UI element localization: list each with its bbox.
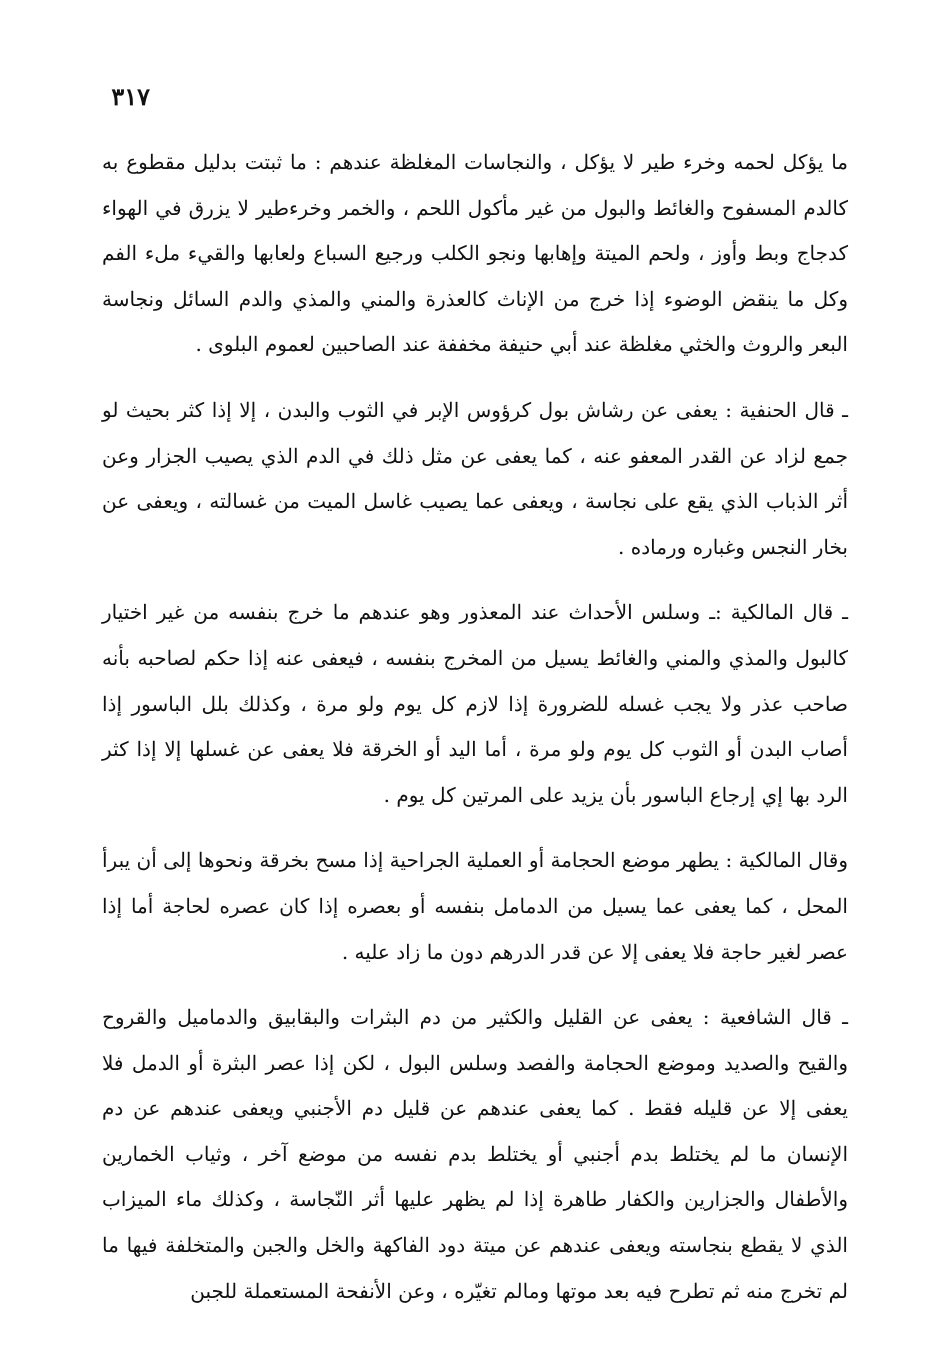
- paragraph-4: وقال المالكية : يطهر موضع الحجامة أو العملية الجراحية إذا مسح بخرقة ونحوها إلى أن يبرأ المحل ، كما يعفى عما يسيل من الدمامل بنفسه أو بعصره إذا كان عصره لحاجة أما إذا عصر لغير حاجة فلا يعفى إلا عن قدر الدرهم دون ما زاد عليه .: [102, 848, 848, 964]
- page-number: ٣١٧: [111, 82, 150, 111]
- paragraph-2: ـ قال الحنفية : يعفى عن رشاش بول كرؤوس الإبر في الثوب والبدن ، إلا إذا كثر بحيث لو جمع لزاد عن القدر المعفو عنه ، كما يعفى عن مثل ذلك في الدم الذي يصيب الجزار وعن أثر الذباب الذي يقع على نجاسة ، ويعفى عما يصيب غاسل الميت من غسالته ، ويعفى عن بخار النجس وغباره ورماده .: [102, 397, 849, 559]
- body-text: [102, 140, 848, 1314]
- paragraph-1: ما يؤكل لحمه وخرء طير لا يؤكل ، والنجاسات المغلظة عندهم : ما ثبتت بدليل مقطوع به كالدم المسفوح والغائط والبول من غير مأكول اللحم ، والخمر وخرءطير لا يزرق في الهواء كدجاج وبط وأوز ، ولحم الميتة وإهابها ونجو الكلب ورجيع السباع ولعابها والقيء ملء الفم وكل ما ينقض الوضوء إذا خرج من الإناث كالعذرة والمني والمذي والدم السائل ونجاسة البعر والروث والخثي مغلظة عند أبي حنيفة مخففة عند الصاحبين لعموم البلوى .: [102, 150, 848, 357]
- paragraph-5: ـ قال الشافعية : يعفى عن القليل والكثير من دم البثرات والبقابيق والدماميل والقروح والقيح والصديد وموضع الحجامة والفصد وسلس البول ، لكن إذا عصر البثرة أو الدمل فلا يعفى إلا عن قليله فقط . كما يعفى عندهم عن قليل دم الأجنبي ويعفى عندهم عن دم الإنسان ما لم يختلط بدم أجنبي أو يختلط بدم نفسه من موضع آخر ، وثياب الخمارين والأطفال والجزارين والكفار طاهرة إذا لم يظهر عليها أثر النّجاسة ، وكذلك ماء الميزاب الذي لا يقطع بنجاسته ويعفى عندهم عن ميتة دود الفاكهة والخل والجبن والمتخلفة فيها ما لم تخرج منه ثم تطرح فيه بعد موتها ومالم تغيّره ، وعن الأنفحة المستعملة للجبن: [102, 1005, 849, 1303]
- paragraph-3: ـ قال المالكية :ـ وسلس الأحداث عند المعذور وهو عندهم ما خرج بنفسه من غير اختيار كالبول والمذي والمني والغائط يسيل من المخرج بنفسه ، فيعفى عنه إذا حكم لصاحبه بأنه صاحب عذر ولا يجب غسله للضرورة إذا لازم كل يوم ولو مرة ، وكذلك بلل الباسور إذا أصاب البدن أو الثوب كل يوم ولو مرة ، أما اليد أو الخرقة فلا يعفى عن غسلها إلا إذا كثر الرد بها إي إرجاع الباسور بأن يزيد على المرتين كل يوم .: [102, 600, 848, 807]
